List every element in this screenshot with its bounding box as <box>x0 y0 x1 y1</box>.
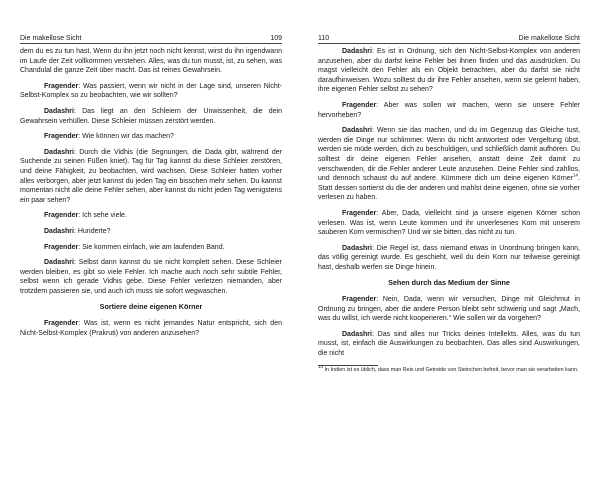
footnote <box>318 363 580 374</box>
paragraph-text: : Das liegt an den Schleiern der Unwissenheit, die dein Gewahrsein verhüllen. Diese Schleier müssen zerstört werden. <box>20 107 282 125</box>
paragraph-text: : Aber, Dada, vielleicht sind ja unsere eigenen Körner schon verlesen. Was ist, wenn Leute kommen und ihr unverlesenes Korn mit unserem sauberen Korn vermischen? Und wir sie bitten, das nicht zu tun. <box>318 209 580 237</box>
dialogue-paragraph <box>20 107 282 126</box>
dialogue-paragraph <box>318 126 580 203</box>
paragraph-text: : Wenn sie das machen, und du im Gegenzug das Gleiche tust, werden die Dinge nur schlimmer. Wenn du nicht antwortest oder Vergeltung übst, werden sie müde werden, dich zu beschuldigen, und schließlich damit aufhören. Du solltest dir deine eigenen Fehler ansehen, anstatt deine Zeit damit zu verschwenden, dir die Fehler anderer Leute anzusehen. Deine Fehler sind zahllos, und dennoch schaust du auf andere. Kümmere dich um deine eigenen Körner <box>318 127 580 183</box>
speaker-name: Fragender <box>44 133 79 141</box>
speaker-name: Fragender <box>342 209 377 217</box>
left-page <box>20 0 282 485</box>
dialogue-paragraph <box>20 132 282 142</box>
dialogue-paragraph <box>20 319 282 338</box>
footnote-text: In Indien ist es üblich, dass man Reis und Getreide von Steinchen befreit, bevor man sie verarbeiten kann. <box>323 366 579 373</box>
footnote-rule <box>318 365 378 366</box>
dialogue-paragraph <box>20 258 282 296</box>
paragraph-text: : Nein, Dada, wenn wir versuchen, Dinge mit Gleichmut in Ordnung zu bringen, aber die andere Person bleibt sehr schwierig und sagt „Mach, was du willst, ich werde nicht kooperieren.“ Wie sollen wir da vorgehen? <box>318 296 580 323</box>
dialogue-paragraph <box>318 47 580 95</box>
dialogue-paragraph <box>20 82 282 101</box>
section-heading: Sortiere deine eigenen Körner <box>99 302 203 312</box>
speaker-name: Dadashri <box>342 48 372 55</box>
speaker-name: Dadashri <box>342 127 372 135</box>
right-running-title: Die makellose Sicht <box>518 35 580 42</box>
speaker-name: Dadashri <box>44 148 74 156</box>
right-page-body <box>318 44 580 359</box>
dialogue-paragraph <box>318 330 580 359</box>
paragraph-text: : Durch die Vidhis (die Segnungen, die Dada gibt, während der Suchende zu seinen Füßen kniet). Tag für Tag kannst du diese Schleier zerstören, und deine Fähigkeit, zu beobachten, wird wachsen. Diese Schleier hatten vorher alles verborgen, aber jetzt kannst du jeden Tag ein bisschen mehr sehen. Du kannst momentan nicht alle deine Fehler sehen, aber kannst du nicht jeden Tag wenigstens ein paar sehen? <box>20 148 282 204</box>
paragraph-text: : Ich sehe viele. <box>78 212 127 220</box>
dialogue-paragraph <box>20 148 282 206</box>
speaker-name: Fragender <box>44 320 79 328</box>
footnote-marker: 14 <box>318 363 324 369</box>
paragraph-text: dem du es zu tun hast. Wenn du ihn jetzt noch nicht kennst, wirst du ihn irgendwann im Laufe der Zeit vollkommen verstehen. Alles, was du tun musst, ist, zu sehen, was Chandulal die ganze Zeit über macht. Das ist reines Gewahrsein. <box>20 48 282 75</box>
paragraph-text: : Es ist in Ordnung, sich den Nicht-Selbst-Komplex von anderen anzusehen, aber du darfst keine Fehler bei ihnen finden und das ausdrücken. Du magst vielleicht den Fehler als ein Objekt betrachten, aber du darfst sie nicht daraufhinweisen. Wozu solltest du dir ihre Fehler ansehen, wenn sie gelernt haben, ihre eigenen Fehler selbst zu sehen? <box>318 48 580 94</box>
dialogue-paragraph <box>318 244 580 273</box>
speaker-name: Fragender <box>44 82 79 90</box>
speaker-name: Dadashri <box>342 330 372 338</box>
left-page-header <box>20 0 282 44</box>
paragraph-text: : Die Regel ist, dass niemand etwas in Unordnung bringen kann, das völlig gereinigt wurde. Es geschieht, weil du dein Korn nur teilweise gereinigt hast, deshalb werfen sie Dinge hinein. <box>318 244 580 271</box>
paragraph-text: : Selbst dann kannst du sie nicht komplett sehen. Diese Schleier werden bleiben, es gibt so viele Fehler. Ich mache auch noch sehr subtile Fehler, selbst wenn ich gerade Vidhis gebe. Diese Fehler verletzen niemanden, aber trotzdem passieren sie, und auch ich muss sie sofort wegwaschen. <box>20 259 282 295</box>
paragraph-text: : Wie können wir das machen? <box>78 133 174 141</box>
dialogue-paragraph <box>318 209 580 238</box>
paragraph-text: : Hunderte? <box>73 227 111 235</box>
paragraph <box>20 47 282 76</box>
dialogue-paragraph <box>20 211 282 221</box>
footnote-reference: 14 <box>573 172 579 178</box>
section-heading: Sehen durch das Medium der Sinne <box>388 278 510 288</box>
right-page <box>318 0 580 485</box>
speaker-name: Dadashri <box>44 227 74 235</box>
right-page-number: 110 <box>318 35 330 42</box>
speaker-name: Fragender <box>342 101 377 109</box>
left-running-title: Die makellose Sicht <box>20 35 82 42</box>
speaker-name: Fragender <box>44 212 79 220</box>
left-page-number: 109 <box>270 35 282 42</box>
paragraph-text: . Statt dessen sortierst du die der anderen und mahlst deine eigenen, ohne sie vorher verlesen zu haben. <box>318 175 580 202</box>
speaker-name: Dadashri <box>44 259 74 267</box>
paragraph-text: : Aber was sollen wir machen, wenn sie unsere Fehler hervorheben? <box>318 101 580 119</box>
speaker-name: Fragender <box>44 243 79 251</box>
dialogue-paragraph <box>318 295 580 324</box>
dialogue-paragraph <box>318 101 580 120</box>
speaker-name: Fragender <box>342 296 377 304</box>
dialogue-paragraph <box>20 243 282 253</box>
speaker-name: Dadashri <box>44 107 74 115</box>
paragraph-text: : Das sind alles nur Tricks deines Intellekts. Alles, was du tun musst, ist, einfach die Auswirkungen zu beobachten. Das alles sind Auswirkungen, die nicht <box>318 330 580 358</box>
dialogue-paragraph <box>20 227 282 237</box>
speaker-name: Dadashri <box>342 244 372 252</box>
paragraph-text: : Was passiert, wenn wir nicht in der Lage sind, unseren Nicht-Selbst-Komplex so zu beobachten, wie wir sollten? <box>20 82 282 100</box>
paragraph-text: : Was ist, wenn es nicht jemandes Natur entspricht, sich den Nicht-Selbst-Komplex (Prakruti) von anderen anzusehen? <box>20 320 282 337</box>
paragraph-text: : Sie kommen einfach, wie am laufenden Band. <box>78 243 225 251</box>
right-page-header <box>318 0 580 44</box>
left-page-body <box>20 44 282 338</box>
